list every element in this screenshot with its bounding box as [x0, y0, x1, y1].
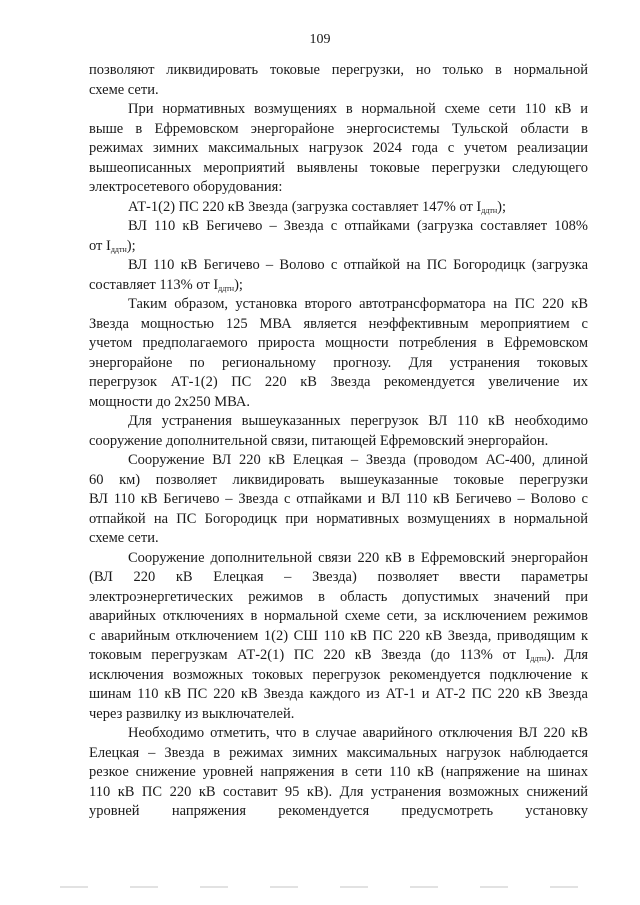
text-line: [89, 489, 588, 509]
text-line: [89, 138, 588, 158]
line-text: ВЛ 110 кВ Бегичево – Звезда с отпайками и ВЛ 110 кВ Бегичево – Волово с: [89, 491, 588, 507]
text-line: [89, 392, 250, 412]
text-line: [89, 684, 588, 704]
text-line: [89, 782, 588, 802]
line-text: энергорайоне по региональному прогнозу. Для устранения токовых: [89, 355, 588, 371]
line-text: Для устранения вышеуказанных перегрузок ВЛ 110 кВ необходимо: [128, 413, 588, 429]
text-line: [89, 333, 588, 353]
text-line: [89, 158, 588, 178]
line-text: учетом предполагаемого прироста мощности потребления в Ефремовском: [89, 335, 588, 351]
text-line: [89, 314, 588, 334]
text-line: [89, 275, 243, 295]
text-line: [89, 177, 282, 197]
scan-artifact: [60, 886, 580, 888]
line-text: с аварийным отключением 1(2) СШ 110 кВ ПС 220 кВ Звезда, приводящим к: [89, 628, 588, 644]
line-text: Сооружение ВЛ 220 кВ Елецкая – Звезда (проводом АС-400, длиной: [128, 452, 588, 468]
line-text: АТ-1(2) ПС 220 кВ Звезда (загрузка составляет 147% от I: [128, 199, 482, 215]
text-line: [89, 762, 588, 782]
text-line: [128, 294, 588, 314]
text-line: [128, 548, 588, 568]
text-line: [89, 353, 588, 373]
line-text: перегрузок АТ-1(2) ПС 220 кВ Звезда рекомендуется увеличение их: [89, 374, 588, 390]
line-text-tail: );: [126, 238, 136, 254]
line-text: аварийных отключениях в нормальной схеме сети, за исключением режимов: [89, 608, 588, 624]
line-text: ВЛ 110 кВ Бегичево – Звезда с отпайками (загрузка составляет 108%: [128, 218, 588, 234]
text-line: [128, 197, 506, 217]
text-line: [128, 255, 588, 275]
line-text: схеме сети.: [89, 82, 159, 98]
line-text: Звезда мощностью 125 МВА является неэффективным мероприятием с: [89, 316, 588, 332]
text-line: [128, 411, 588, 431]
text-line: [89, 606, 588, 626]
line-text: от I: [89, 238, 111, 254]
line-text: сооружение дополнительной связи, питающей Ефремовский энергорайон.: [89, 433, 549, 449]
line-text: через развилку из выключателей.: [89, 706, 295, 722]
page-number: 109: [309, 32, 331, 47]
text-line: [89, 587, 588, 607]
line-text: составляет 113% от I: [89, 277, 219, 293]
line-text: электроэнергетических режимов в область допустимых значений при: [89, 589, 588, 605]
line-text: 60 км) позволяет ликвидировать вышеуказанные токовые перегрузки: [89, 472, 588, 488]
text-line: [89, 567, 588, 587]
line-text-tail: ). Для: [546, 647, 589, 663]
text-line: [89, 80, 159, 100]
text-line: [128, 216, 588, 236]
line-text: 110 кВ ПС 220 кВ составит 95 кВ). Для устранения возможных снижений: [89, 784, 588, 800]
text-line: [89, 626, 588, 646]
text-line: [89, 470, 588, 490]
line-text: режимах зимних максимальных нагрузок 2024 года с учетом реализации: [89, 140, 588, 156]
line-text: уровней напряжения рекомендуется предусмотреть установку: [89, 803, 588, 819]
line-text-tail: );: [497, 199, 507, 215]
line-text: Необходимо отметить, что в случае аварийного отключения ВЛ 220 кВ: [128, 725, 588, 741]
text-line: [89, 801, 588, 821]
text-line: [128, 99, 588, 119]
line-text: резкое снижение уровней напряжения в сети 110 кВ (напряжение на шинах: [89, 764, 588, 780]
line-text: позволяют ликвидировать токовые перегрузки, но только в нормальной: [89, 62, 588, 78]
text-line: [128, 723, 588, 743]
line-text: токовым перегрузкам АТ-2(1) ПС 220 кВ Звезда (до 113% от I: [89, 647, 531, 663]
line-text: электросетевого оборудования:: [89, 179, 283, 195]
line-text: Таким образом, установка второго автотрансформатора на ПС 220 кВ: [128, 296, 588, 312]
text-line: [89, 645, 588, 665]
text-line: [89, 372, 588, 392]
line-text: мощности до 2х250 МВА.: [89, 394, 250, 410]
line-text: выше в Ефремовском энергорайоне энергосистемы Тульской области в: [89, 121, 588, 137]
subscript: ддтн: [110, 245, 127, 254]
text-line: [89, 743, 588, 763]
text-line: [89, 60, 588, 80]
text-line: [89, 704, 294, 724]
line-text: Елецкая – Звезда в режимах зимних максимальных нагрузок наблюдается: [89, 745, 588, 761]
subscript: ддтн: [481, 206, 498, 215]
subscript: ддтн: [218, 284, 235, 293]
line-text: шинам 110 кВ ПС 220 кВ Звезда каждого из АТ-1 и АТ-2 ПС 220 кВ Звезда: [89, 686, 588, 702]
text-line: [89, 431, 548, 451]
line-text: вышеописанных мероприятий выявлены токовые перегрузки следующего: [89, 160, 588, 176]
text-line: [89, 509, 588, 529]
text-line: [89, 528, 159, 548]
line-text: схеме сети.: [89, 530, 159, 546]
line-text: При нормативных возмущениях в нормальной схеме сети 110 кВ и: [128, 101, 588, 117]
text-line: [89, 236, 136, 256]
text-line: [89, 119, 588, 139]
line-text: отпайкой на ПС Богородицк при нормативных возмущениях в нормальной: [89, 511, 588, 527]
text-line: [89, 665, 588, 685]
subscript: ддтн: [530, 654, 547, 663]
line-text: Сооружение дополнительной связи 220 кВ в Ефремовский энергорайон: [128, 550, 588, 566]
line-text-tail: );: [234, 277, 243, 293]
line-text: ВЛ 110 кВ Бегичево – Волово с отпайкой на ПС Богородицк (загрузка: [128, 257, 588, 273]
line-text: (ВЛ 220 кВ Елецкая – Звезда) позволяет ввести параметры: [89, 569, 588, 585]
text-line: [128, 450, 588, 470]
line-text: исключения возможных токовых перегрузок рекомендуется подключение к: [89, 667, 588, 683]
